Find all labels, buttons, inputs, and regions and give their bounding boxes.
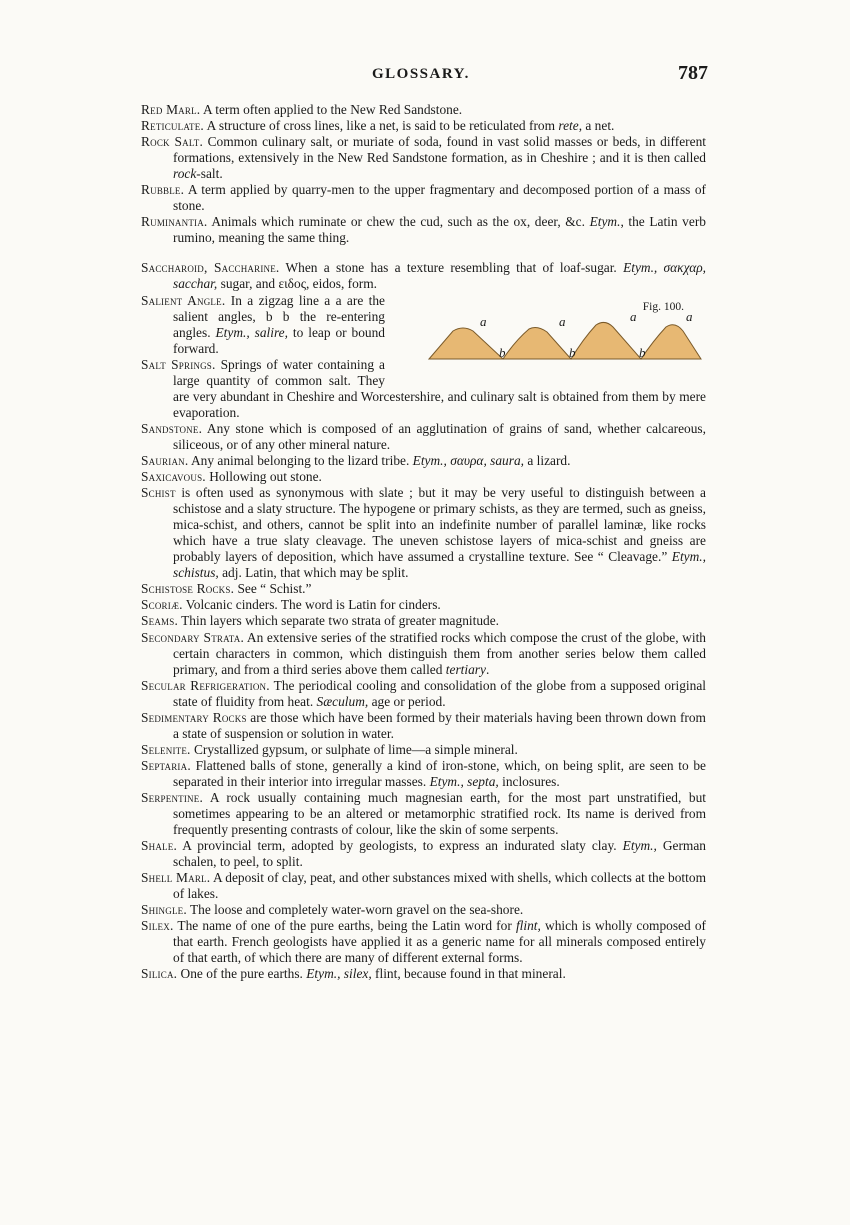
entry-definition: are those which have been formed by their materials having been thrown down from a state of suspension or solution in water.	[173, 709, 706, 741]
entry-definition: A term often applied to the New Red Sandstone.	[200, 102, 463, 117]
entry-term: Shingle.	[141, 902, 187, 918]
entry-italic: Etym., schistus,	[173, 549, 706, 581]
salient-label: a	[686, 308, 693, 324]
entry-italic: Etym.,	[622, 838, 657, 854]
entry-definition: The periodical cooling and consolidation of the globe from a supposed original state of fluidity from heat.	[173, 677, 706, 709]
entry-italic: Etym., silex,	[306, 966, 372, 982]
entry-definition-end: age or period.	[368, 693, 446, 709]
glossary-entry	[141, 918, 706, 966]
entry-term: Saxicavous.	[141, 469, 206, 485]
glossary-entry	[141, 118, 706, 134]
glossary-entry	[141, 790, 706, 838]
entry-definition-end: sugar, and ειδος, eidos, form.	[217, 276, 378, 292]
entry-term: Seams.	[141, 613, 178, 629]
page-header	[372, 62, 708, 88]
glossary-entry	[141, 214, 706, 246]
running-head: GLOSSARY.	[372, 66, 470, 82]
entry-term: Saccharoid, Saccharine.	[141, 260, 280, 276]
glossary-entry	[141, 742, 706, 758]
zigzag-figure	[391, 297, 706, 377]
entry-definition: An extensive series of the stratified rocks which compose the crust of the globe, with certain characters in common, which distinguish them from another series below them called primary, and from a third series above them called	[173, 629, 706, 677]
entry-italic: Etym., septa,	[429, 773, 499, 789]
entry-italic: flint,	[515, 918, 541, 934]
entry-definition: The name of one of the pure earths, being the Latin word for	[173, 918, 516, 934]
glossary-entry	[141, 485, 706, 581]
entry-definition: In a zigzag line a a are the salient angles, b b the re-entering angles.	[173, 292, 385, 340]
entry-definition-end: adj. Latin, that which may be split.	[218, 565, 409, 581]
entry-term: Ruminantia.	[141, 214, 208, 230]
entry-definition: Any animal belonging to the lizard tribe.	[188, 452, 413, 468]
entry-definition: A provincial term, adopted by geologists, to express an indurated slaty clay.	[177, 838, 623, 854]
glossary-entry	[141, 260, 706, 292]
glossary-entry	[141, 758, 706, 790]
glossary-entry	[141, 597, 706, 613]
entry-term: Scoriæ.	[141, 597, 183, 613]
entry-term: Silica.	[141, 966, 178, 982]
glossary-entry	[141, 453, 706, 469]
entry-definition: A deposit of clay, peat, and other substances mixed with shells, which collects at the bottom of lakes.	[173, 870, 706, 902]
entry-definition-end: which is wholly composed of that earth. French geologists have applied it as a generic name for all minerals composed entirely of that earth, of which there are many of different external forms.	[173, 918, 706, 966]
entry-italic: Etym., salire,	[215, 324, 288, 340]
section-gap	[141, 246, 706, 260]
glossary-entry	[141, 102, 706, 118]
entry-term: Shell Marl.	[141, 870, 211, 886]
entry-definition: Flattened balls of stone, generally a kind of iron-stone, which, on being split, are seen to be separated in their interior into irregular masses.	[173, 757, 706, 789]
entry-definition: Crystallized gypsum, or sulphate of lime—a simple mineral.	[190, 741, 518, 757]
glossary-entry	[141, 630, 706, 678]
entry-definition-end: German schalen, to peel, to split.	[173, 838, 706, 870]
entry-italic: Sæculum,	[316, 693, 369, 709]
entry-definition: See “ Schist.”	[234, 581, 312, 597]
entry-term: Silex.	[141, 918, 174, 934]
entry-definition: Any stone which is composed of an agglutination of grains of sand, whether calcareous, siliceous, or of any other mineral nature.	[173, 420, 706, 452]
glossary-entry	[141, 838, 706, 870]
glossary-body	[141, 102, 706, 983]
glossary-entry	[141, 710, 706, 742]
reentering-label: b	[499, 344, 506, 360]
figure-caption: Fig. 100.	[642, 300, 684, 313]
entry-term: Rubble.	[141, 182, 185, 198]
entry-definition: Volcanic cinders. The word is Latin for cinders.	[182, 597, 441, 613]
entry-term: Septaria.	[141, 757, 191, 773]
entry-term: Schistose Rocks.	[141, 581, 235, 597]
entry-term: Sedimentary Rocks	[141, 709, 247, 725]
glossary-entry	[141, 134, 706, 182]
glossary-entry	[141, 870, 706, 902]
glossary-entry	[141, 966, 706, 982]
entry-definition: The loose and completely water-worn gravel on the sea-shore.	[186, 902, 524, 918]
entry-definition: Springs of water containing a large quantity of common salt. They are very abundant in Cheshire and Worcestershire, and culinary salt is obtained from them by mere evaporation.	[173, 356, 706, 420]
glossary-entry	[141, 902, 706, 918]
entry-term: Saurian.	[141, 452, 189, 468]
entry-definition-end: -salt.	[196, 166, 223, 182]
glossary-entry	[141, 182, 706, 214]
entry-term: Secondary Strata.	[141, 629, 245, 645]
entry-term: Salient Angle.	[141, 292, 226, 308]
entry-term: Red Marl.	[141, 102, 201, 117]
entry-term: Selenite.	[141, 741, 191, 757]
salient-label: a	[630, 308, 637, 324]
entry-definition-end: , a net.	[578, 118, 615, 134]
entry-term: Salt Springs.	[141, 356, 216, 372]
glossary-entry	[141, 678, 706, 710]
entry-definition: When a stone has a texture resembling that of loaf-sugar.	[279, 260, 624, 276]
entry-definition: Common culinary salt, or muriate of soda, found in vast solid masses or beds, in different formations, extensively in the New Red Sandstone formation, as in Cheshire ; and it is then called	[173, 134, 706, 166]
entry-italic: Etym., σακχαρ, sacchar,	[173, 260, 707, 292]
entry-term: Sandstone.	[141, 420, 203, 436]
entry-italic: tertiary	[445, 661, 486, 677]
entry-definition: One of the pure earths.	[177, 966, 307, 982]
salient-label: a	[480, 313, 487, 329]
entry-definition-end: flint, because found in that mineral.	[371, 966, 566, 982]
reentering-label: b	[639, 344, 646, 360]
entry-term: Reticulate.	[141, 118, 204, 134]
entry-italic: Etym.	[589, 214, 621, 230]
entry-definition: is often used as synonymous with slate ; but it may be very useful to distinguish between a schistose and a slaty structure. The hypogene or primary schists, as they are termed, such as gneiss, mica-schist, and others, cannot be split into an indefinite number of parallel laminæ, like rocks which have a true slaty cleavage. The uneven schistose layers of mica-schist and gneiss are probably layers of deposition, which have assumed a crystalline texture. See “ Cleavage.”	[173, 485, 706, 565]
reentering-label: b	[569, 344, 576, 360]
entry-definition: Hollowing out stone.	[205, 469, 322, 485]
entry-term: Serpentine.	[141, 789, 203, 805]
entry-definition-end: inclosures.	[498, 773, 560, 789]
entry-italic: Etym., σαυρα, saura,	[412, 452, 524, 468]
glossary-entry	[141, 469, 706, 485]
glossary-entry	[141, 581, 706, 597]
entry-italic: rete	[558, 118, 579, 134]
entry-term: Secular Refrigeration.	[141, 677, 270, 693]
entry-definition: A term applied by quarry-men to the upper fragmentary and decomposed portion of a mass of stone.	[173, 182, 706, 214]
entry-definition: Animals which ruminate or chew the cud, such as the ox, deer, &c.	[207, 214, 590, 230]
entry-term: Rock Salt.	[141, 134, 204, 150]
glossary-entry	[141, 421, 706, 453]
salient-label: a	[559, 313, 566, 329]
entry-definition-end: .	[485, 661, 490, 677]
page-number: 787	[678, 62, 708, 84]
entry-term: Shale.	[141, 838, 177, 854]
entry-definition-end: , the Latin verb rumino, meaning the same thing.	[173, 214, 706, 246]
entry-term: Schist	[141, 485, 176, 501]
entry-italic: rock	[173, 166, 197, 182]
entry-definition-end: to leap or bound forward.	[173, 324, 385, 356]
entry-definition: A structure of cross lines, like a net, is said to be reticulated from	[203, 118, 559, 134]
entry-definition-end: a lizard.	[524, 452, 571, 468]
glossary-entry	[141, 613, 706, 629]
entry-definition: A rock usually containing much magnesian earth, for the most part unstratified, but sometimes appearing to be an altered or metamorphic stratified rock. Its name is derived from frequently presenting contrasts of colour, like the skin of some serpents.	[173, 789, 706, 838]
entry-definition: Thin layers which separate two strata of greater magnitude.	[178, 613, 500, 629]
